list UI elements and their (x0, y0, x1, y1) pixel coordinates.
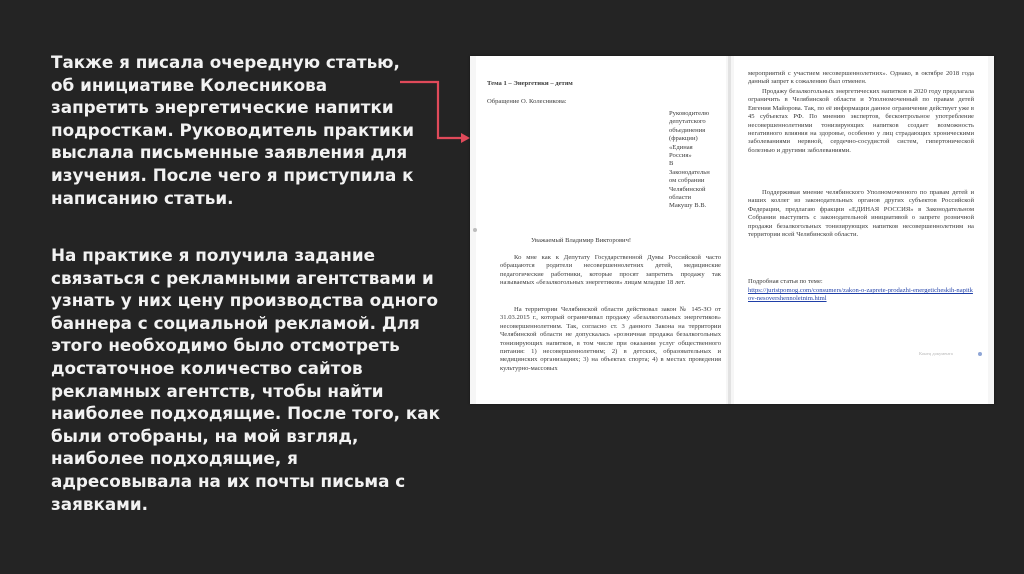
document-page-left (476, 56, 726, 404)
page-marker-dot (473, 228, 477, 232)
document-right-paragraph-2: Продажу безалкогольных энергетических напитков в 2020 году предлагала ограничить в Челябинской области и Уполномоченный по правам детей Евгения Майорова. Так, по её информации данное ограничение действует уже в 45 субъектах РФ. По мнению экспертов, бесконтрольное употребление несовершеннолетними тонизирующих напитков создает возможность негативного влияния на здоровье, особенно у лиц страдающих хроническими заболеваниями нервной, сердечно-сосудистой систем, гипертонической болезнью и другими заболеваниями. (748, 88, 974, 154)
practice-paragraph: На практике я получила задание связаться с рекламными агентствами и узнать у них цену производства одного баннера с социальной рекламой. Для этого необходимо было отсмотреть достаточное количество сайтов рекламных агентств, чтобы найти наиболее подходящие. После того, как были отобраны, на мой взгляд, наиболее подходящие, я адресовывала на их почты письма с заявками. (51, 245, 440, 514)
page-marker-dot (978, 352, 982, 356)
document-more-label: Подробная статья по теме: (748, 278, 823, 285)
page-separator (728, 56, 731, 404)
document-right-paragraph-3: Поддерживая мнение челябинского Уполномоченного по правам детей и наших коллег из законодательных органов других субъектов Российской Федерации, предлагаю фракции «ЕДИНАЯ РОССИЯ» в Законодательном Собрании выступить с законодательной инициативой о запрете розничной продажи безалкогольных тонизирующих напитков несовершеннолетним на территории всей Челябинской области. (748, 189, 974, 239)
pointer-arrow-icon (400, 80, 472, 144)
document-screenshot (470, 56, 994, 404)
document-heading: Тема 1 – Энергетики – детям (487, 80, 573, 87)
document-left-paragraph-2: На территории Челябинской области действовал закон № 145-ЗО от 31.03.2015 г., который ограничивал продажу «безалкогольных энергетиков» несовершеннолетним. Так, согласно ст. 3 данного Закона на территории Челябинской области не допускалась «розничная продажа безалкогольных тонизирующих напитков, в том числе при оказании услуг общественного питания: 1) несовершеннолетним; 2) в детских, образовательных и медицинских организациях; 3) на объектах спорта; 4) в местах проведения культурно-массовых (500, 306, 721, 372)
document-page-right (734, 56, 988, 404)
document-greeting: Уважаемый Владимир Викторович! (531, 237, 632, 244)
document-appeal: Обращение О. Колесникова: (487, 98, 567, 105)
document-addressee: Руководителю депутатского объединения (фракции) «Единая Россия» В Законодательн ом собрании Челябинской области Макушу В.В. (669, 110, 710, 210)
document-left-paragraph-1: Ко мне как к Депутату Государственной Думы Российской часто обращаются родители несовершеннолетних детей, медицинские педагогические работники, которые просят запретить продажу так называемых «безалкогольных энергетиков» лицам младше 18 лет. (500, 254, 721, 287)
document-link[interactable]: https://juristpomog.com/consumers/zakon-o-zaprete-prodazhi-energeticheskih-napitkov-nesovershennoletnim.html (748, 287, 973, 303)
intro-paragraph: Также я писала очередную статью, об инициативе Колесникова запретить энергетические напитки подросткам. Руководитель практики выслала письменные заявления для изучения. После чего я приступила к написанию статьи. (51, 52, 414, 208)
document-footer: Конец документа (919, 351, 953, 356)
document-right-paragraph-1: мероприятий с участием несовершеннолетних». Однако, в октябре 2018 года данный запрет к сожалению был отменен. (748, 70, 974, 86)
